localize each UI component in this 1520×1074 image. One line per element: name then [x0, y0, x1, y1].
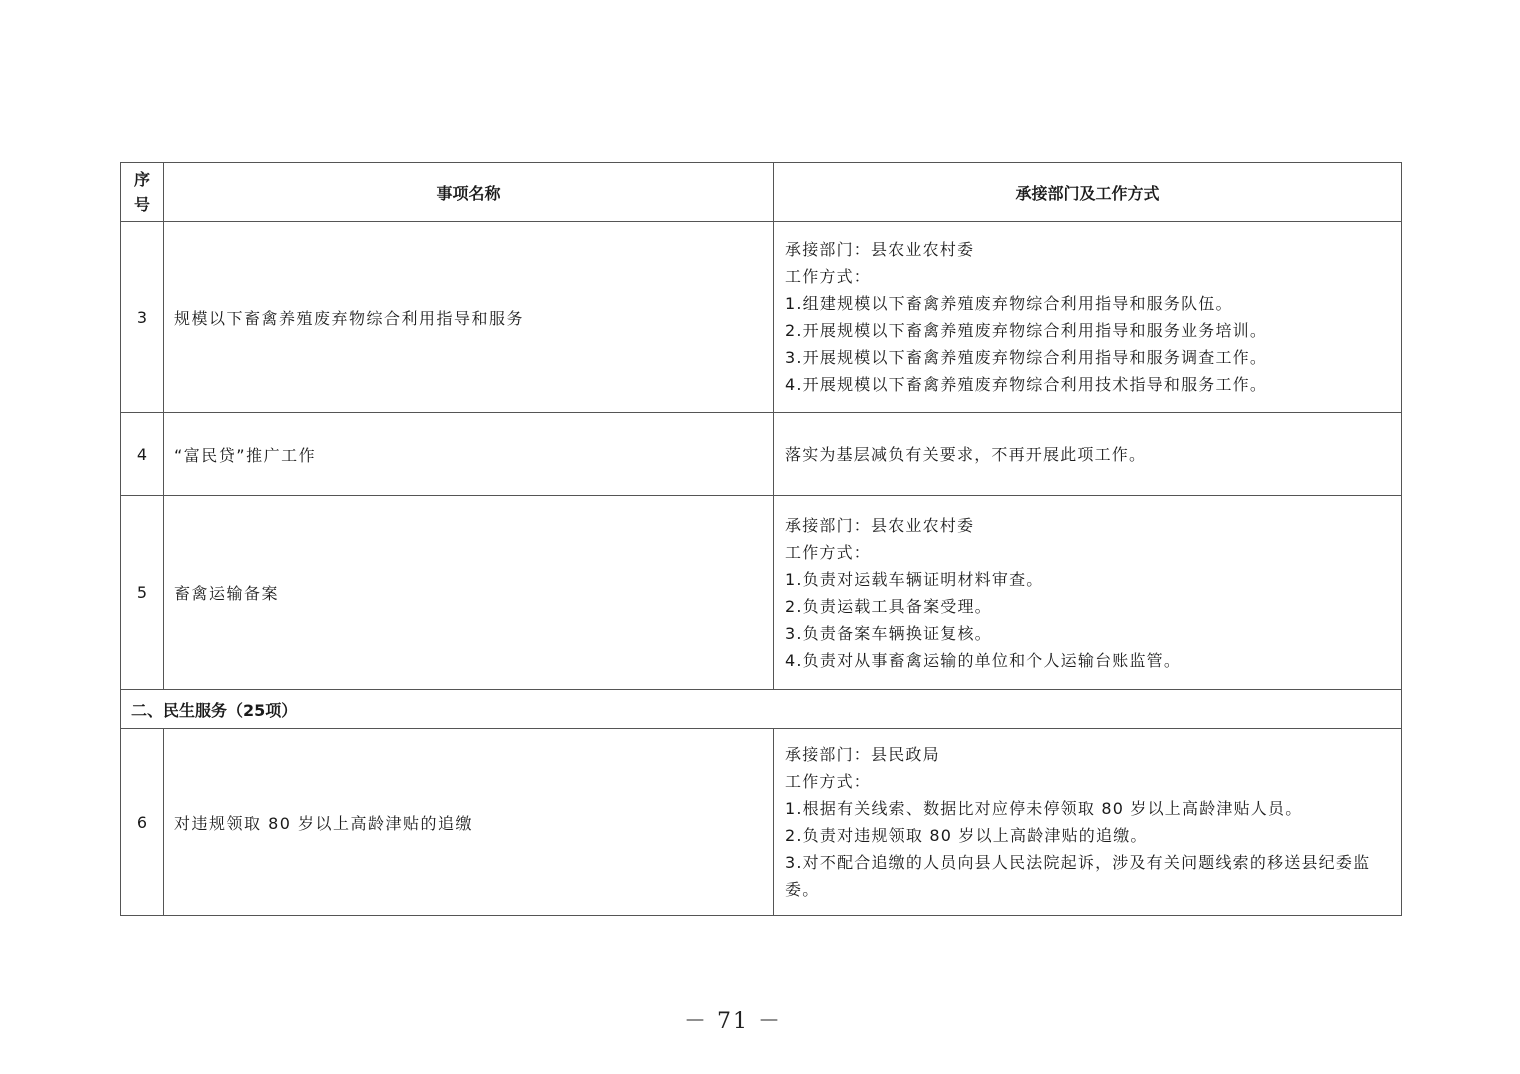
detail-line: 3.开展规模以下畜禽养殖废弃物综合利用指导和服务调查工作。	[785, 348, 1268, 367]
section-row	[121, 690, 1402, 729]
detail-line: 4.负责对从事畜禽运输的单位和个人运输台账监管。	[785, 650, 1182, 670]
page-number: － 71 －	[684, 1009, 782, 1034]
row-item-name: 畜禽运输备案	[164, 496, 774, 690]
detail-line: 承接部门：县民政局	[785, 745, 940, 764]
table-row	[121, 729, 1402, 916]
header-seq	[121, 163, 164, 222]
detail-line: 1.组建规模以下畜禽养殖废弃物综合利用指导和服务队伍。	[785, 294, 1233, 313]
detail-line: 3.负责备案车辆换证复核。	[785, 623, 992, 643]
detail-line: 承接部门：县农业农村委	[785, 240, 975, 259]
detail-line: 4.开展规模以下畜禽养殖废弃物综合利用技术指导和服务工作。	[785, 375, 1268, 394]
row-dept-method	[774, 413, 1402, 496]
detail-line: 2.负责运载工具备案受理。	[785, 596, 992, 616]
detail-line: 1.负责对运载车辆证明材料审查。	[785, 569, 1044, 589]
header-seq-char-1: 序	[133, 170, 150, 189]
row-dept-method	[774, 496, 1402, 690]
table-row	[121, 413, 1402, 496]
table-row	[121, 222, 1402, 413]
row-dept-method	[774, 222, 1402, 413]
row-dept-method	[774, 729, 1402, 916]
detail-line: 工作方式：	[785, 267, 872, 286]
detail-line: 落实为基层减负有关要求，不再开展此项工作。	[785, 444, 1147, 464]
section-title: 二、民生服务（25项）	[121, 690, 1402, 729]
row-seq: 6	[121, 729, 164, 916]
detail-line: 2.负责对违规领取 80 岁以上高龄津贴的追缴。	[785, 826, 1148, 845]
header-item-name: 事项名称	[164, 163, 774, 222]
header-seq-char-2: 号	[133, 195, 150, 214]
row-seq: 4	[121, 413, 164, 496]
table-row	[121, 496, 1402, 690]
header-dept-method: 承接部门及工作方式	[774, 163, 1402, 222]
detail-line: 工作方式：	[785, 542, 872, 562]
items-table	[120, 162, 1402, 916]
row-seq: 5	[121, 496, 164, 690]
detail-line: 工作方式：	[785, 772, 872, 791]
row-item-name: “富民贷”推广工作	[164, 413, 774, 496]
detail-line: 3.对不配合追缴的人员向县人民法院起诉，涉及有关问题线索的移送县纪委监委。	[785, 853, 1371, 899]
detail-line: 2.开展规模以下畜禽养殖废弃物综合利用指导和服务业务培训。	[785, 321, 1268, 340]
row-item-name: 对违规领取 80 岁以上高龄津贴的追缴	[164, 729, 774, 916]
row-seq: 3	[121, 222, 164, 413]
detail-line: 1.根据有关线索、数据比对应停未停领取 80 岁以上高龄津贴人员。	[785, 799, 1303, 818]
table-header-row	[121, 163, 1402, 222]
row-item-name: 规模以下畜禽养殖废弃物综合利用指导和服务	[164, 222, 774, 413]
detail-line: 承接部门：县农业农村委	[785, 515, 975, 535]
